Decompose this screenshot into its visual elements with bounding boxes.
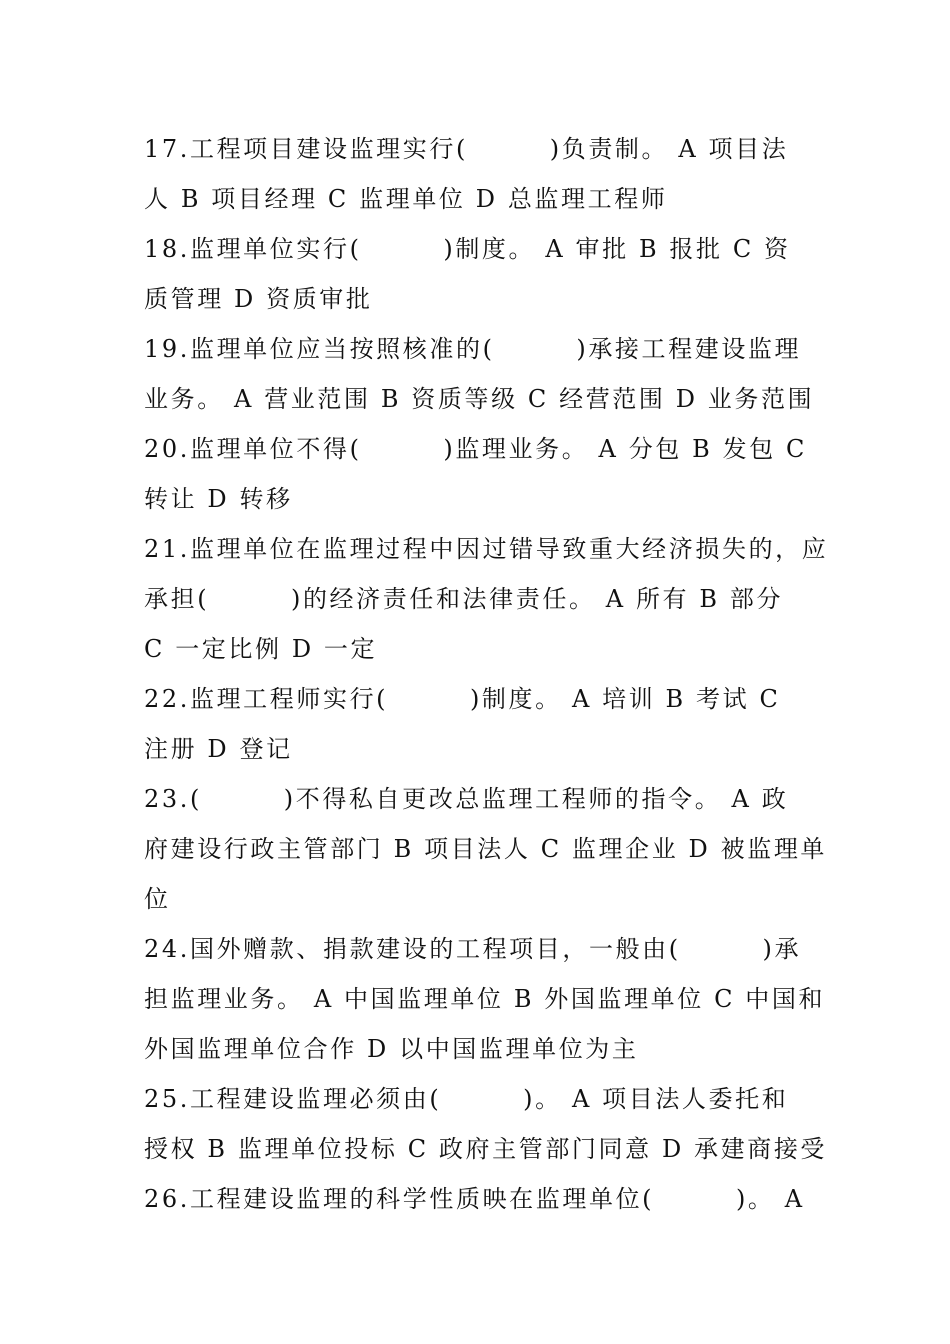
text-line: 转让 D 转移 <box>144 485 293 513</box>
text-line: 26.工程建设监理的科学性质映在监理单位( )。 A <box>144 1185 805 1213</box>
text-line: 人 B 项目经理 C 监理单位 D 总监理工程师 <box>144 185 668 213</box>
text-line: 21.监理单位在监理过程中因过错导致重大经济损失的，应 <box>144 535 829 563</box>
text-line: 注册 D 登记 <box>144 735 293 763</box>
text-line: C 一定比例 D 一定 <box>144 635 378 663</box>
text-line: 质管理 D 资质审批 <box>144 285 373 313</box>
text-line: 业务。 A 营业范围 B 资质等级 C 经营范围 D 业务范围 <box>144 385 815 413</box>
text-line: 20.监理单位不得( )监理业务。 A 分包 B 发包 C <box>144 435 808 463</box>
text-line: 22.监理工程师实行( )制度。 A 培训 B 考试 C <box>144 685 781 713</box>
text-line: 担监理业务。 A 中国监理单位 B 外国监理单位 C 中国和 <box>144 985 826 1013</box>
text-line: 17.工程项目建设监理实行( )负责制。 A 项目法 <box>144 135 789 163</box>
text-line: 19.监理单位应当按照核准的( )承接工程建设监理 <box>144 335 802 363</box>
text-line: 23.( )不得私自更改总监理工程师的指令。 A 政 <box>144 785 789 813</box>
question-text-block <box>144 124 829 1224</box>
text-line: 位 <box>144 885 171 913</box>
text-line: 18.监理单位实行( )制度。 A 审批 B 报批 C 资 <box>144 235 791 263</box>
text-line: 授权 B 监理单位投标 C 政府主管部门同意 D 承建商接受 <box>144 1135 828 1163</box>
text-line: 府建设行政主管部门 B 项目法人 C 监理企业 D 被监理单 <box>144 835 828 863</box>
text-line: 外国监理单位合作 D 以中国监理单位为主 <box>144 1035 639 1063</box>
text-line: 承担( )的经济责任和法律责任。 A 所有 B 部分 <box>144 585 784 613</box>
text-line: 25.工程建设监理必须由( )。 A 项目法人委托和 <box>144 1085 789 1113</box>
text-line: 24.国外赠款、捐款建设的工程项目，一般由( )承 <box>144 935 802 963</box>
